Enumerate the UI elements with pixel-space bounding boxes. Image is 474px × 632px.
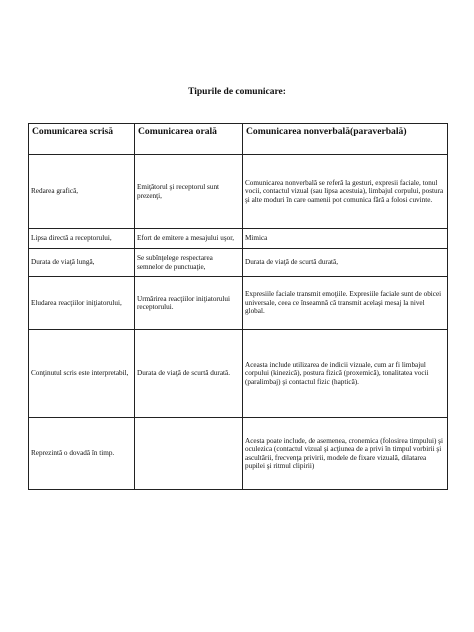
cell-written: Conţinutul scris este interpretabil, bbox=[29, 330, 135, 418]
cell-oral: Urmărirea reacţiilor iniţiatorului receptorului. bbox=[135, 277, 243, 330]
cell-nonverbal: Mimica bbox=[243, 229, 448, 249]
header-row bbox=[29, 124, 448, 155]
table-row bbox=[29, 330, 448, 418]
cell-written: Redarea grafică, bbox=[29, 155, 135, 229]
cell-nonverbal: Acesta poate include, de asemenea, cronemica (folosirea timpului) şi oculezica (contactul vizual şi acţiunea de a privi în timpul vorbirii şi ascultării, frecvenţa privirii, modele de fixare vizuală, dilatarea pupilei şi ritmul clipirii) bbox=[243, 418, 448, 490]
header-nonverbal: Comunicarea nonverbală(paraverbală) bbox=[243, 124, 448, 155]
table-row bbox=[29, 155, 448, 229]
cell-nonverbal: Durata de viaţă de scurtă durată, bbox=[243, 249, 448, 277]
cell-nonverbal: Comunicarea nonverbală se referă la gesturi, expresii faciale, tonul vocii, contactul vizual (sau lipsa acestuia), limbajul corpului, postura şi alte moduri în care oamenii pot comunica fără a folosi cuvinte. bbox=[243, 155, 448, 229]
table-row bbox=[29, 277, 448, 330]
cell-written: Reprezintă o dovadă în timp. bbox=[29, 418, 135, 490]
cell-oral: Se subînţelege respectarea semnelor de punctuaţie, bbox=[135, 249, 243, 277]
header-written: Comunicarea scrisă bbox=[29, 124, 135, 155]
cell-nonverbal: Expresiile faciale transmit emoţiile. Expresiile faciale sunt de obicei universale, ceea ce înseamnă că transmit acelaşi mesaj la nivel global. bbox=[243, 277, 448, 330]
cell-oral: Emiţătorul şi receptorul sunt prezenţi, bbox=[135, 155, 243, 229]
cell-oral: Efort de emitere a mesajului uşor, bbox=[135, 229, 243, 249]
cell-oral: Durata de viaţă de scurtă durată. bbox=[135, 330, 243, 418]
cell-nonverbal: Aceasta include utilizarea de indicii vizuale, cum ar fi limbajul corpului (kinezică), postura fizică (proxemică), tonalitatea vocii (paralimbaj) şi contactul fizic (haptică). bbox=[243, 330, 448, 418]
cell-written: Lipsa directă a receptorului, bbox=[29, 229, 135, 249]
cell-written: Durata de viaţă lungă, bbox=[29, 249, 135, 277]
table-row bbox=[29, 249, 448, 277]
table-row bbox=[29, 418, 448, 490]
table-row bbox=[29, 229, 448, 249]
cell-written: Eludarea reacţiilor iniţiatorului, bbox=[29, 277, 135, 330]
page-title: Tipurile de comunicare: bbox=[188, 87, 286, 97]
cell-oral bbox=[135, 418, 243, 490]
communication-types-table bbox=[28, 123, 448, 490]
header-oral: Comunicarea orală bbox=[135, 124, 243, 155]
